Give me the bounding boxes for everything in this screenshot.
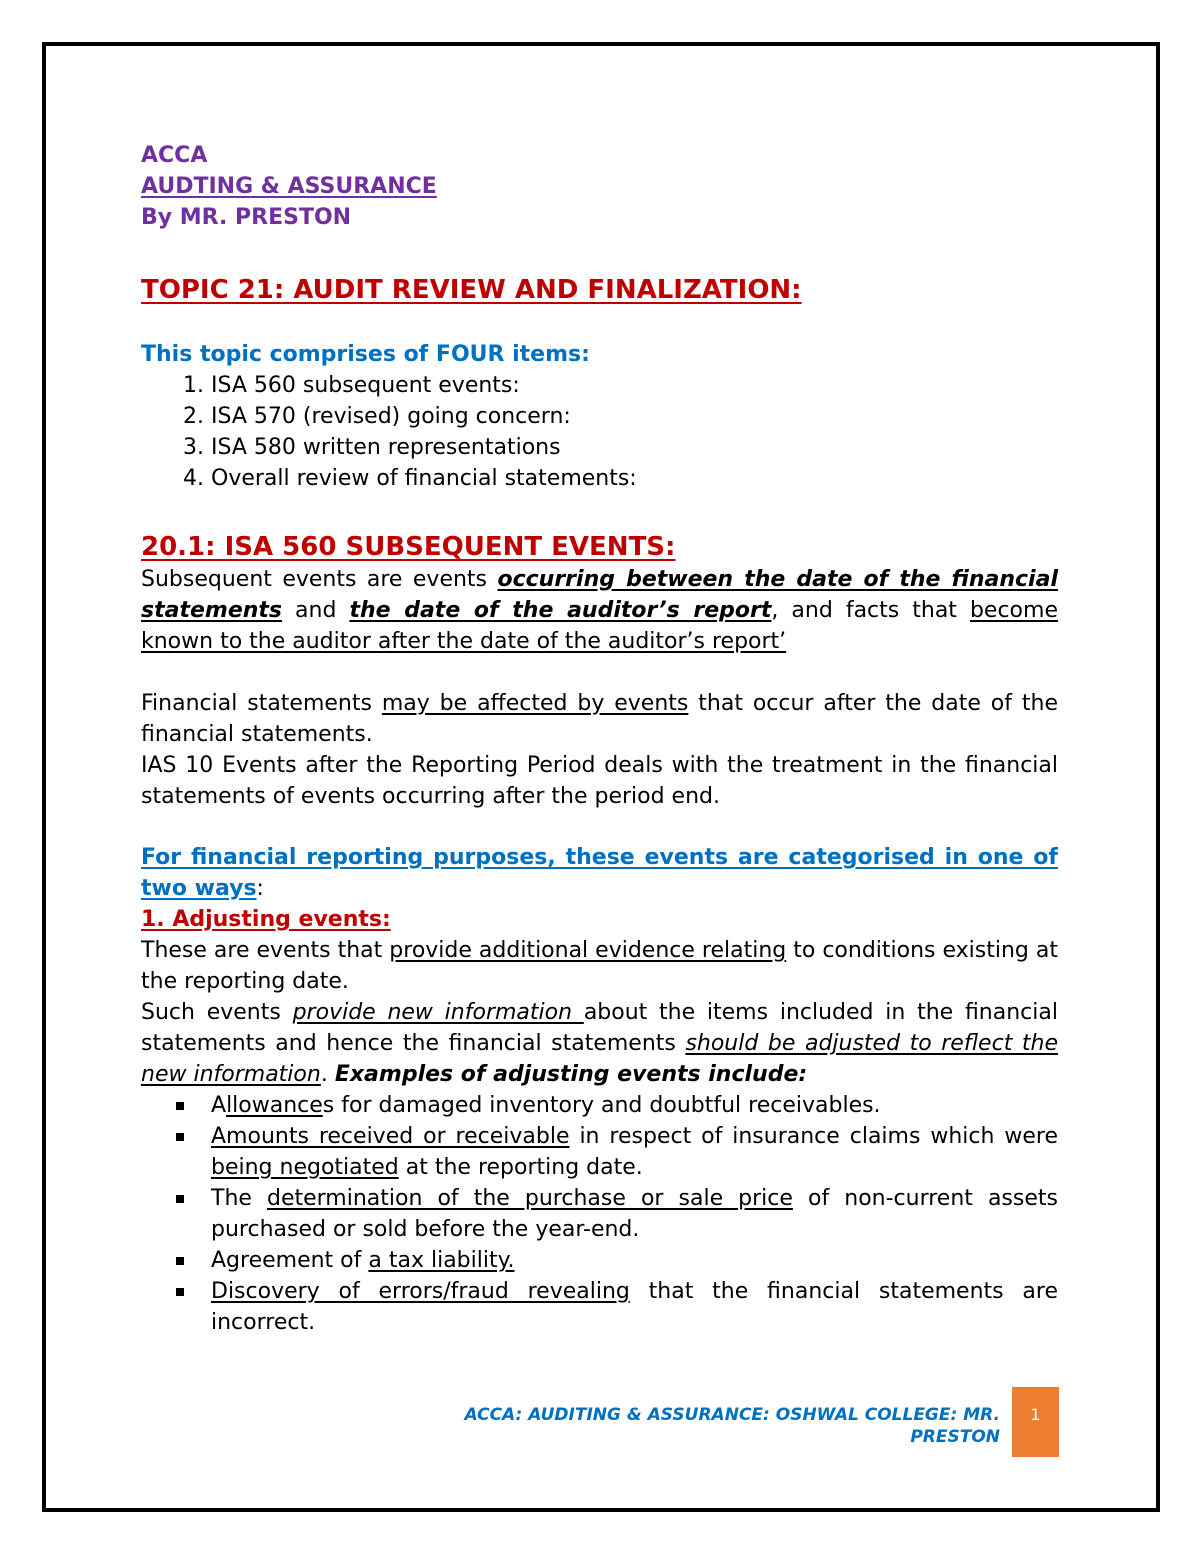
- categorised-intro: For financial reporting purposes, these events are categorised in one of two ways:: [141, 845, 1058, 901]
- header-author: By MR. PRESTON: [141, 205, 352, 230]
- list-item: Amounts received or receivable in respect of insurance claims which were being negotiated at the reporting date.: [211, 1121, 1058, 1183]
- list-item: 1. ISA 560 subsequent events:: [211, 370, 1058, 401]
- square-bullet-icon: [176, 1102, 184, 1110]
- topic-title: TOPIC 21: AUDIT REVIEW AND FINALIZATION:: [141, 275, 802, 305]
- paragraph-affected: Financial statements may be affected by events that occur after the date of the financial statements.: [141, 691, 1059, 747]
- paragraph-ias10: IAS 10 Events after the Reporting Period deals with the treatment in the financial statements of events occurring after the period end.: [141, 753, 1058, 809]
- list-item: The determination of the purchase or sale price of non-current assets purchased or sold before the year-end.: [211, 1183, 1058, 1245]
- square-bullet-icon: [176, 1195, 184, 1203]
- header-acca: ACCA: [141, 143, 208, 168]
- paragraph-new-info: Such events provide new information about the items included in the financial statements and hence the financial statements should be adjusted to reflect the new information. Examples of adjusting events include:: [141, 1000, 1058, 1087]
- page-footer: ACCA: AUDITING & ASSURANCE: OSHWAL COLLEGE: MR. PRESTON: [464, 1405, 1000, 1447]
- list-item: Allowances for damaged inventory and doubtful receivables.: [211, 1090, 1058, 1121]
- adjusting-examples-list: [141, 1090, 1058, 1338]
- paragraph-adjusting: These are events that provide additional evidence relating to conditions existing at the reporting date.: [141, 938, 1059, 994]
- list-item: Agreement of a tax liability.: [211, 1245, 1058, 1276]
- list-item: 2. ISA 570 (revised) going concern:: [211, 401, 1058, 432]
- list-item: Discovery of errors/fraud revealing that the financial statements are incorrect.: [211, 1276, 1058, 1338]
- list-item: 3. ISA 580 written representations: [211, 432, 1058, 463]
- page-number-badge: 1: [1012, 1387, 1059, 1457]
- section-title: 20.1: ISA 560 SUBSEQUENT EVENTS:: [141, 532, 676, 562]
- header-course: AUDTING & ASSURANCE: [141, 174, 437, 199]
- list-item: 4. Overall review of financial statements:: [211, 463, 1058, 494]
- paragraph-definition: Subsequent events are events occurring between the date of the financial statements and the date of the auditor’s report, and facts that become known to the auditor after the date of the auditor’s report’: [141, 567, 1058, 654]
- topic-items-list: [141, 370, 1058, 494]
- document-body: [141, 140, 1058, 1338]
- topic-intro: This topic comprises of FOUR items:: [141, 342, 590, 367]
- square-bullet-icon: [176, 1133, 184, 1141]
- adjusting-events-heading: 1. Adjusting events:: [141, 907, 391, 932]
- square-bullet-icon: [176, 1288, 184, 1296]
- square-bullet-icon: [176, 1257, 184, 1265]
